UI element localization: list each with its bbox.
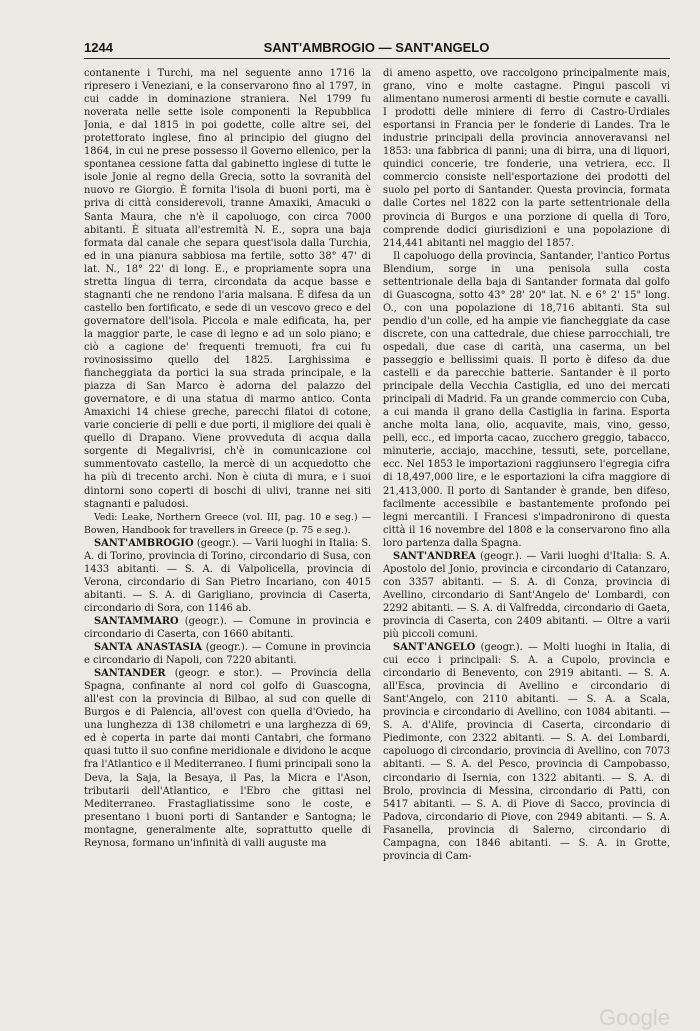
entry-lemma: SANT'ANGELO [393, 642, 476, 654]
entry-text: (geogr.). — Molti luoghi in Italia, di cui ecco i principali: S. A. a Cupolo, provincia e circondario di Benevento, con 2919 abitanti. — S. A. all'Esca, provincia di Avellino e circondario di Sant'Angelo, con 2110 abitanti. — S. A. a Scala, provincia e circondario di Avellino, con 1084 abitanti. — S. A. d'Alife, provincia di Caserta, circondario di Piedimonte, con 2322 abitanti. — S. A. dei Lombardi, capoluogo di circondario, provincia di Avellino, con 7073 abitanti. — S. A. del Pesco, provincia di Campobasso, circondario di Isernia, con 1322 abitanti. — S. A. di Brolo, provincia di Messina, circondario di Patti, con 5417 abitanti. — S. A. di Piove di Sacco, provincia di Padova, circondario di Piove, con 2949 abitanti. — S. A. Fasanella, provincia di Salerno, circondario di Campagna, con 1846 abitanti. — S. A. in Grotte, provincia di Cam- [383, 642, 670, 862]
paragraph: contanente i Turchi, ma nel seguente anno 1716 la ripresero i Veneziani, e la conservarono fino al 1797, in cui cadde in dominazione straniera. Nel 1799 fu noverata nelle sette isole componenti la Repubblica Jonia, e dal 1815 in poi godette, colle altre sei, del protettorato inglese, fino al principio del giugno del 1864, in cui ne prese possesso il Governo ellenico, per la spontanea cessione fatta dal gabinetto inglese di tutte le isole Jonie al regno della Grecia, sotto la sovranità del nuovo re Giorgio. È fornita l'isola di buoni porti, ma è priva di città considerevoli, tranne Amaxiki, Amacuki o Santa Maura, che n'è il capoluogo, con circa 7000 abitanti. È situata all'estremità N. E., sopra una baja formata dal canale che separa quest'isola dalla Turchia, ed in una pianura sabbiosa ma fertile, sotto 38° 47' di lat. N., 18° 22' di long. E., e propriamente sopra una stretta lingua di terra, circondata da acque basse e stagnanti che ne rendono l'aria malsana. È difesa da un castello ben fortificato, e sede di un vescovo greco e del governatore dell'isola. Piccola e male edificata, ha, per la maggior parte, le case di legno e ad un solo piano; e ciò a cagione de' frequenti tremuoti, fra cui fu rovinosissimo quello del 1825. Larghissima e fiancheggiata da portici la sua strada principale, e la piazza di San Marco è adorna del palazzo del governatore, e di una statua di marmo antico. Conta Amaxichi 14 chiese greche, parecchi filatoi di cotone, varie concierie di pelli e due porti, il migliore dei quali è quello di Drapano. Viene provveduta di acqua dalla sorgente di Megalivrisi, ch'è in comunicazione col summentovato castello, la mercè di un acquedotto che ha più di trecento archi. Non è ciuta di mura, e i suoi dintorni sono coperti di boschi di ulivi, tranne nei siti stagnanti e paludosi. [84, 68, 371, 510]
entry-sant-ambrogio [84, 537, 371, 615]
page-number: 1244 [84, 40, 113, 55]
entry-santammaro [84, 615, 371, 641]
entry-text: (geogr.). — Comune in provincia e circondario di Napoli, con 7220 abitanti. [84, 642, 371, 667]
right-column [383, 67, 670, 1017]
running-header [84, 40, 670, 59]
watermark-logo: Google [599, 1005, 670, 1030]
paragraph: di ameno aspetto, ove raccolgono principalmente mais, grano, vino e molte castagne. Pingui pascoli vi alimentano numerosi armenti di bestie cornute e cavalli. I prodotti delle miniere di ferro di Castro-Urdiales esportansi in Francia per le fonderie di Landes. Tra le industrie principali della provincia annoveravansi nel 1853: una fabbrica di panni; una di birra, una di liquori, quindici concerie, tre fonderie, una vetriera, ecc. Il commercio consiste nell'esportazione dei prodotti del suolo pel porto di Santander. Questa provincia, formata dalle Cortes nel 1822 con la parte settentrionale della provincia di Burgos e una porzione di quella di Toro, comprende dodici giurisdizioni e una popolazione di 214,441 abitanti nel maggio del 1857. [383, 68, 670, 249]
entry-lemma: SANTA ANASTASIA [94, 642, 202, 654]
entry-lemma: SANT'AMBROGIO [94, 537, 194, 549]
entry-text: (geogr.). — Comune in provincia e circondario di Caserta, con 1660 abitanti. [84, 615, 371, 641]
entry-text: (geogr. e stor.). — Provincia della Spagna, confinante al nord col golfo di Guascogna, all'est con la provincia di Bilbao, al sud con quelle di Burgos e di Palencia, all'ovest con quella d'Oviedo, ha una lunghezza di 138 chilometri e una larghezza di 69, ed è coperta in parte dai monti Cantabri, che formano quasi tutto il suo confine meridionale e dividono le acque fra l'Atlantico e il Mediterraneo. I fiumi principali sono la Deva, la Saja, la Besaya, il Pas, la Micra e l'Ason, tributarii dell'Atlantico, e l'Ebro che gittasi nel Mediterraneo. Frastagliatissime sono le coste, e presentano i buoni porti di Santander e Santogna; le montagne, generalmente alte, soprattutto quelle di Reynosa, formano un'infinità di valli auguste ma [84, 668, 371, 849]
entry-sant-andrea [383, 550, 670, 641]
entry-lemma: SANTANDER [94, 668, 166, 680]
entry-santander [84, 667, 371, 850]
entry-santa-anastasia [84, 641, 371, 667]
text-columns [84, 67, 670, 1017]
entry-text: (geogr.). — Varii luoghi in Italia: S. A. di Torino, provincia di Torino, circondario di Susa, con 1433 abitanti. — S. A. di Valpolicella, provincia di Verona, circondario di San Pietro Incariano, con 4015 abitanti. — S. A. di Garigliano, provincia di Caserta, circondario di Sora, con 1146 ab. [84, 537, 371, 614]
reference-note: Vedi: Leake, Northern Greece (vol. III, pag. 10 e seg.) — Bowen, Handbook for travellers in Greece (p. 75 e seg.). [84, 511, 371, 536]
entry-sant-angelo [383, 641, 670, 863]
paragraph: Il capoluogo della provincia, Santander, l'antico Portus Blendium, sorge in una penisola sulla costa settentrionale della baja di Santander formata dal golfo di Guascogna, sotto 43° 28' 20" lat. N. e 6° 2' 15" long. O., con una popolazione di 18,716 abitanti. Sta sul pendio d'un colle, ed ha ampie vie fiancheggiate da case discrete, con una cattedrale, due chiese parrocchiali, tre ospedali, due case di carità, una caserma, un bel passeggio e bellissimi quais. Il porto è difeso da due castelli e da parecchie batterie. Santander è il porto principale della Vecchia Castiglia, ed uno dei mercati principali di Madrid. Fa un grande commercio con Cuba, a cui manda il grano della Castiglia in farina. Esporta anche molta lana, olio, acquavite, mais, vino, gesso, pelli, ecc., ed importa cacao, zucchero greggio, tabacco, minuterie, acciajo, macchine, tessuti, sete, porcellane, ecc. Nel 1853 le importazioni raggiunsero l'egregia cifra di 18,497,000 lire, e le esportazioni la cifra maggiore di 21,413,000. Il porto di Santander è grande, ben difeso, facilmente accessibile e bastantemente profondo pei legni mercantili. I Francesi s'impadronirono di questa città il 16 novembre del 1808 e la conservarono fino alla loro partenza dalla Spagna. [383, 250, 670, 549]
left-column [84, 67, 371, 1017]
entry-lemma: SANT'ANDREA [393, 550, 476, 562]
entry-lemma: SANTAMMARO [94, 615, 179, 627]
running-title: SANT'AMBROGIO — SANT'ANGELO [263, 40, 490, 55]
entry-text: (geogr.). — Varii luoghi d'Italia: S. A. Apostolo del Jonio, provincia e circondario di Catanzaro, con 3357 abitanti. — S. A. di Conza, provincia di Avellino, circondario di Sant'Angelo de' Lombardi, con 2292 abitanti. — S. A. di Valfredda, circondario di Gaeta, provincia di Caserta, con 2409 abitanti. — Oltre a varii più piccoli comuni. [383, 550, 670, 641]
